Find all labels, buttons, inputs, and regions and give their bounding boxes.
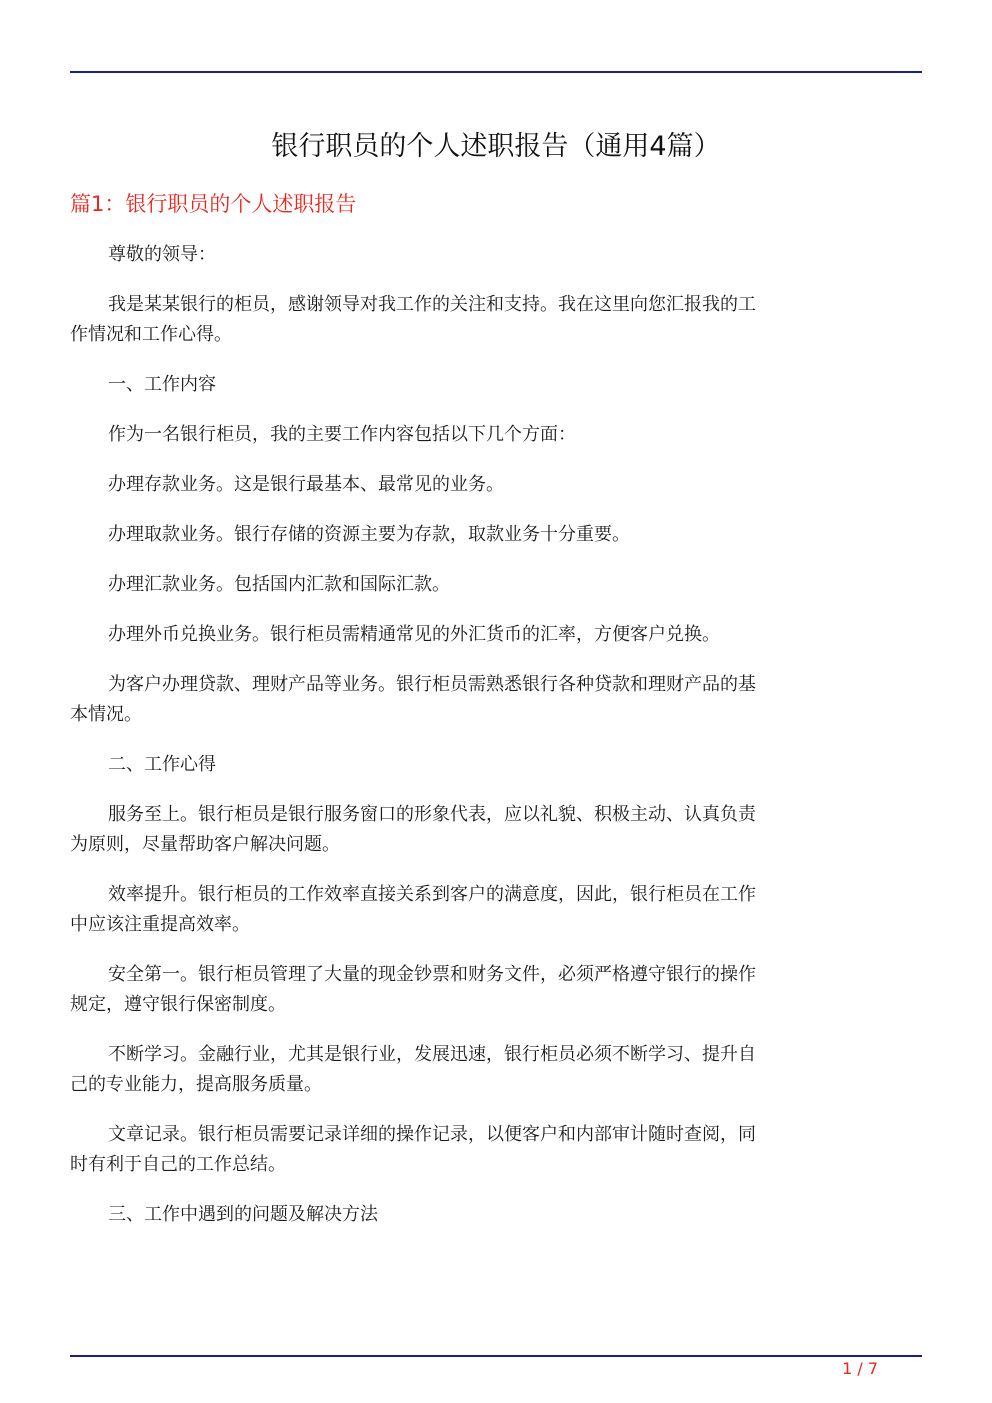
subheading-work-insights: 二、工作心得	[108, 754, 216, 775]
paragraph: 办理存款业务。这是银行最基本、最常见的业务。	[108, 474, 504, 495]
header-rule	[70, 71, 922, 73]
paragraph: 服务至上。银行柜员是银行服务窗口的形象代表，应以礼貌、积极主动、认真负责为原则，尽量帮助客户解决问题。	[70, 804, 756, 855]
paragraph: 我是某某银行的柜员，感谢领导对我工作的关注和支持。我在这里向您汇报我的工作情况和工作心得。	[70, 294, 756, 345]
document-body	[70, 240, 770, 1250]
section-heading: 篇1：银行职员的个人述职报告	[70, 192, 357, 216]
paragraph: 办理汇款业务。包括国内汇款和国际汇款。	[108, 574, 450, 595]
paragraph: 办理外币兑换业务。银行柜员需精通常见的外汇货币的汇率，方便客户兑换。	[108, 624, 720, 645]
subheading-problems: 三、工作中遇到的问题及解决方法	[108, 1204, 378, 1225]
paragraph: 为客户办理贷款、理财产品等业务。银行柜员需熟悉银行各种贷款和理财产品的基本情况。	[70, 674, 756, 725]
document-title: 银行职员的个人述职报告（通用4篇）	[271, 131, 721, 162]
paragraph-salutation: 尊敬的领导：	[108, 244, 216, 265]
subheading-work-content: 一、工作内容	[108, 374, 216, 395]
page-number: 1 / 7	[842, 1359, 878, 1378]
paragraph: 作为一名银行柜员，我的主要工作内容包括以下几个方面：	[108, 424, 576, 445]
paragraph: 文章记录。银行柜员需要记录详细的操作记录，以便客户和内部审计随时查阅，同时有利于自己的工作总结。	[70, 1124, 756, 1175]
paragraph: 不断学习。金融行业，尤其是银行业，发展迅速，银行柜员必须不断学习、提升自己的专业能力，提高服务质量。	[70, 1044, 756, 1095]
footer-rule	[70, 1355, 922, 1357]
paragraph: 安全第一。银行柜员管理了大量的现金钞票和财务文件，必须严格遵守银行的操作规定，遵守银行保密制度。	[70, 964, 756, 1015]
paragraph: 办理取款业务。银行存储的资源主要为存款，取款业务十分重要。	[108, 524, 630, 545]
paragraph: 效率提升。银行柜员的工作效率直接关系到客户的满意度，因此，银行柜员在工作中应该注重提高效率。	[70, 884, 756, 935]
